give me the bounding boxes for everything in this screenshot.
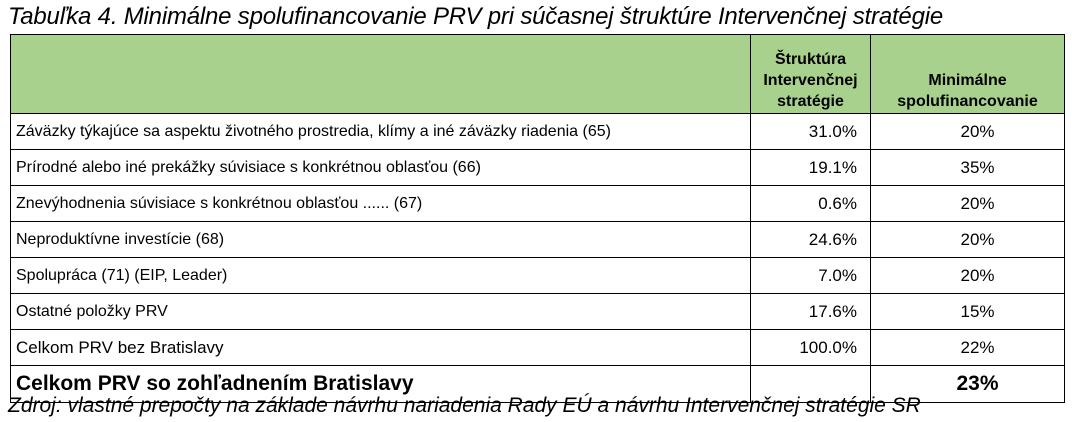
row-cofinancing: 20% [871, 114, 1065, 150]
table-row [11, 294, 1065, 330]
header-cofinancing [871, 35, 1065, 114]
row-structure: 31.0% [751, 114, 871, 150]
header-structure-line3: stratégie [777, 93, 844, 110]
source-note: Zdroj: vlastné prepočty na základe návrhu nariadenia Rady EÚ a návrhu Intervenčnej stratégie SR [8, 394, 921, 417]
table-caption: Tabuľka 4. Minimálne spolufinancovanie PRV pri súčasnej štruktúre Intervenčnej stratégie [8, 3, 944, 30]
table-row [11, 114, 1065, 150]
header-structure [751, 35, 871, 114]
header-structure-line1: Štruktúra [774, 51, 847, 68]
row-structure: 0.6% [751, 186, 871, 222]
table-row [11, 258, 1065, 294]
row-cofinancing: 35% [871, 150, 1065, 186]
row-cofinancing: 15% [871, 294, 1065, 330]
total-cofinancing: 23% [871, 366, 1065, 403]
cofinancing-table [10, 34, 1065, 403]
row-label: Prírodné alebo iné prekážky súvisiace s konkrétnou oblasťou (66) [11, 150, 751, 186]
row-label: Spolupráca (71) (EIP, Leader) [11, 258, 751, 294]
row-cofinancing: 20% [871, 258, 1065, 294]
row-label: Neproduktívne investície (68) [11, 222, 751, 258]
table-row [11, 222, 1065, 258]
row-label: Celkom PRV bez Bratislavy [11, 330, 751, 366]
table-row [11, 150, 1065, 186]
header-cofinancing-line2: spolufinancovanie [897, 93, 1038, 110]
table-row [11, 186, 1065, 222]
header-label-cell [11, 35, 751, 114]
row-cofinancing: 22% [871, 330, 1065, 366]
row-structure: 7.0% [751, 258, 871, 294]
row-structure: 100.0% [751, 330, 871, 366]
row-label: Záväzky týkajúce sa aspektu životného prostredia, klímy a iné záväzky riadenia (65) [11, 114, 751, 150]
table-row [11, 330, 1065, 366]
row-label: Znevýhodnenia súvisiace s konkrétnou oblasťou ...... (67) [11, 186, 751, 222]
row-cofinancing: 20% [871, 222, 1065, 258]
row-structure: 17.6% [751, 294, 871, 330]
header-structure-line2: Intervenčnej [763, 72, 858, 89]
row-structure: 19.1% [751, 150, 871, 186]
row-label: Ostatné položky PRV [11, 294, 751, 330]
total-label: Celkom PRV so zohľadnením Bratislavy [11, 366, 751, 403]
row-structure: 24.6% [751, 222, 871, 258]
table-header-row [11, 35, 1065, 114]
row-cofinancing: 20% [871, 186, 1065, 222]
header-cofinancing-line1: Minimálne [928, 72, 1007, 89]
